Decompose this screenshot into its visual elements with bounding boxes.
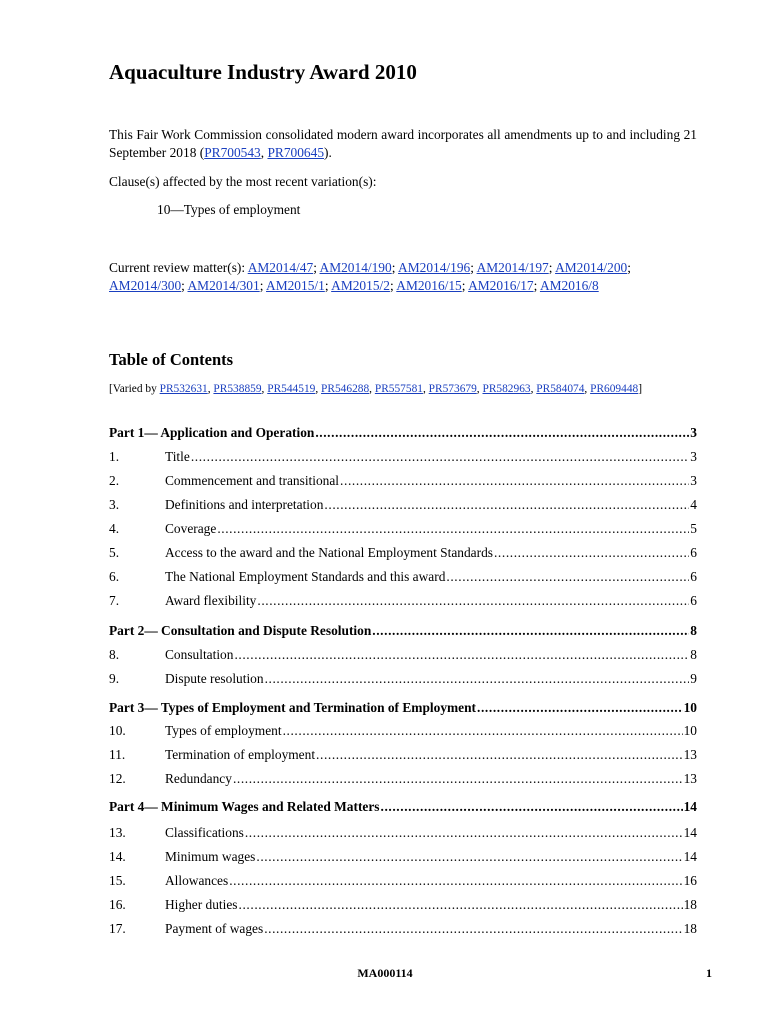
toc-dot-leader xyxy=(234,645,689,665)
toc-page-number: 14 xyxy=(683,849,697,864)
review-separator: ; xyxy=(461,278,469,293)
toc-page-number: 10 xyxy=(683,723,697,738)
varied-link-pr584074[interactable]: PR584074 xyxy=(536,383,585,395)
toc-clause-number: 4. xyxy=(109,521,120,536)
toc-clause-number: 9. xyxy=(109,671,120,686)
intro-text: This Fair Work Commission consolidated modern award incorporates all amendments up to and including 21 September 2018 ( xyxy=(109,127,697,160)
review-link-am2014-190[interactable]: AM2014/190 xyxy=(319,260,392,275)
toc-page-number: 3 xyxy=(690,473,697,488)
toc-entry-label: Minimum wages xyxy=(165,849,256,864)
toc-clause-number: 7. xyxy=(109,593,120,608)
toc-dot-leader xyxy=(340,471,689,491)
toc-dot-leader xyxy=(265,669,690,689)
review-link-am2014-196[interactable]: AM2014/196 xyxy=(398,260,471,275)
toc-page-number: 13 xyxy=(683,747,697,762)
toc-entry-label: Access to the award and the National Employment Standards xyxy=(165,545,493,560)
varied-prefix: [Varied by xyxy=(109,383,160,395)
toc-clause-number: 2. xyxy=(109,473,120,488)
toc-clause-number: 17. xyxy=(109,921,126,936)
toc-page-number: 3 xyxy=(690,425,697,440)
footer-page-number: 1 xyxy=(706,966,712,980)
toc-clause-number: 12. xyxy=(109,771,126,786)
toc-entry-label: Coverage xyxy=(165,521,217,536)
toc-dot-leader xyxy=(324,495,689,515)
toc-dot-leader xyxy=(233,769,683,789)
toc-clause-entry[interactable] xyxy=(109,495,697,515)
toc-entry-label: Part 2— Consultation and Dispute Resolution xyxy=(109,623,372,638)
toc-page-number: 8 xyxy=(690,647,697,662)
toc-dot-leader xyxy=(191,447,689,467)
toc-clause-entry[interactable] xyxy=(109,895,697,915)
toc-entry-label: Higher duties xyxy=(165,897,238,912)
toc-entry-label: Allowances xyxy=(165,873,229,888)
toc-clause-entry[interactable] xyxy=(109,745,697,765)
toc-clause-entry[interactable] xyxy=(109,543,697,563)
toc-clause-number: 16. xyxy=(109,897,126,912)
toc-page-number: 14 xyxy=(683,799,697,814)
toc-entry-label: Payment of wages xyxy=(165,921,264,936)
toc-part-entry[interactable] xyxy=(109,423,697,443)
footer-award-code: MA000114 xyxy=(357,966,413,980)
intro-paragraph xyxy=(109,126,697,162)
review-label: Current review matter(s): xyxy=(109,260,248,275)
varied-separator: , xyxy=(207,383,214,395)
toc-dot-leader xyxy=(381,797,683,817)
toc-clause-number: 8. xyxy=(109,647,120,662)
intro-separator: , xyxy=(260,145,268,160)
toc-dot-leader xyxy=(239,895,683,915)
link-pr700645[interactable]: PR700645 xyxy=(267,145,325,160)
varied-link-pr532631[interactable]: PR532631 xyxy=(159,383,208,395)
review-link-am2015-2[interactable]: AM2015/2 xyxy=(331,278,390,293)
toc-page-number: 18 xyxy=(683,897,697,912)
toc-clause-number: 5. xyxy=(109,545,120,560)
toc-clause-entry[interactable] xyxy=(109,847,697,867)
review-separator: ; xyxy=(259,278,267,293)
toc-page-number: 13 xyxy=(683,771,697,786)
toc-entry-label: Redundancy xyxy=(165,771,232,786)
varied-separator: , xyxy=(422,383,429,395)
clauses-affected-label: Clause(s) affected by the most recent variation(s): xyxy=(109,174,377,189)
toc-entry-label: Consultation xyxy=(165,647,234,662)
review-link-am2016-15[interactable]: AM2016/15 xyxy=(396,278,462,293)
link-pr700543[interactable]: PR700543 xyxy=(204,145,261,160)
toc-page-number: 6 xyxy=(690,593,697,608)
review-separator: ; xyxy=(181,278,188,293)
toc-page-number: 4 xyxy=(690,497,697,512)
varied-link-pr544519[interactable]: PR544519 xyxy=(267,383,316,395)
varied-separator: , xyxy=(530,383,537,395)
review-separator: ; xyxy=(548,260,556,275)
toc-dot-leader xyxy=(256,847,682,867)
toc-clause-entry[interactable] xyxy=(109,591,697,611)
toc-dot-leader xyxy=(264,919,682,939)
review-separator: ; xyxy=(627,260,631,275)
toc-dot-leader xyxy=(372,621,689,641)
toc-dot-leader xyxy=(477,698,683,718)
toc-entry-label: Classifications xyxy=(165,825,244,840)
varied-link-pr546288[interactable]: PR546288 xyxy=(321,383,370,395)
toc-clause-number: 1. xyxy=(109,449,120,464)
review-separator: ; xyxy=(389,278,397,293)
toc-clause-entry[interactable] xyxy=(109,471,697,491)
toc-clause-number: 14. xyxy=(109,849,126,864)
review-link-am2014-47[interactable]: AM2014/47 xyxy=(247,260,314,275)
toc-clause-number: 11. xyxy=(109,747,126,762)
toc-clause-entry[interactable] xyxy=(109,919,697,939)
toc-entry-label: Part 1— Application and Operation xyxy=(109,425,315,440)
toc-entry-label: Types of employment xyxy=(165,723,282,738)
toc-clause-number: 15. xyxy=(109,873,126,888)
varied-links xyxy=(160,383,639,395)
toc-entry-label: Award flexibility xyxy=(165,593,257,608)
toc-entry-label: Commencement and transitional xyxy=(165,473,340,488)
review-separator: ; xyxy=(324,278,332,293)
varied-separator: , xyxy=(315,383,322,395)
varied-separator: , xyxy=(584,383,591,395)
toc-dot-leader xyxy=(217,519,689,539)
toc-entry-label: Termination of employment xyxy=(165,747,316,762)
toc-clause-entry[interactable] xyxy=(109,871,697,891)
toc-entry-label: Title xyxy=(165,449,190,464)
toc-page-number: 14 xyxy=(683,825,697,840)
toc-page-number: 3 xyxy=(690,449,697,464)
toc-clause-entry[interactable] xyxy=(109,447,697,467)
toc-page-number: 9 xyxy=(690,671,697,686)
review-link-am2014-197[interactable]: AM2014/197 xyxy=(476,260,549,275)
toc-clause-entry[interactable] xyxy=(109,567,697,587)
toc-clause-number: 3. xyxy=(109,497,120,512)
review-matters xyxy=(109,259,697,295)
toc-dot-leader xyxy=(316,745,683,765)
varied-suffix: ] xyxy=(638,383,643,395)
clause-item: 10—Types of employment xyxy=(157,202,301,217)
review-link-am2015-1[interactable]: AM2015/1 xyxy=(266,278,325,293)
toc-part-entry[interactable] xyxy=(109,698,697,718)
toc-page-number: 8 xyxy=(690,623,697,638)
toc-dot-leader xyxy=(229,871,682,891)
toc-clause-entry[interactable] xyxy=(109,721,697,741)
review-link-am2016-17[interactable]: AM2016/17 xyxy=(468,278,534,293)
review-separator: ; xyxy=(391,260,399,275)
varied-separator: , xyxy=(369,383,375,395)
toc-dot-leader xyxy=(257,591,689,611)
review-link-am2016-8[interactable]: AM2016/8 xyxy=(539,278,599,293)
varied-separator: , xyxy=(261,383,268,395)
toc-dot-leader xyxy=(446,567,689,587)
toc-dot-leader xyxy=(283,721,683,741)
review-separator: ; xyxy=(313,260,320,275)
toc-clause-entry[interactable] xyxy=(109,823,697,843)
toc-clause-number: 13. xyxy=(109,825,126,840)
toc-clause-entry[interactable] xyxy=(109,669,697,689)
toc-page-number: 6 xyxy=(690,569,697,584)
varied-link-pr538859[interactable]: PR538859 xyxy=(213,383,262,395)
toc-clause-entry[interactable] xyxy=(109,769,697,789)
document-title: Aquaculture Industry Award 2010 xyxy=(109,60,417,84)
toc-entry-label: Definitions and interpretation xyxy=(165,497,324,512)
review-link-am2014-200[interactable]: AM2014/200 xyxy=(555,260,628,275)
toc-entry-label: Part 3— Types of Employment and Termination of Employment xyxy=(109,700,477,715)
toc-entry-label: Dispute resolution xyxy=(165,671,264,686)
toc-page-number: 18 xyxy=(683,921,697,936)
varied-link-pr609448[interactable]: PR609448 xyxy=(590,383,639,395)
toc-clause-entry[interactable] xyxy=(109,519,697,539)
toc-dot-leader xyxy=(245,823,683,843)
review-separator: ; xyxy=(470,260,477,275)
varied-link-pr582963[interactable]: PR582963 xyxy=(482,383,531,395)
toc-clause-number: 6. xyxy=(109,569,120,584)
toc-clause-number: 10. xyxy=(109,723,126,738)
review-link-am2014-300[interactable]: AM2014/300 xyxy=(109,278,182,293)
toc-dot-leader xyxy=(315,423,689,443)
toc-part-entry[interactable] xyxy=(109,797,697,817)
toc-part-entry[interactable] xyxy=(109,621,697,641)
varied-by xyxy=(109,381,697,397)
review-link-am2014-301[interactable]: AM2014/301 xyxy=(187,278,260,293)
toc-entry-label: Part 4— Minimum Wages and Related Matters xyxy=(109,799,380,814)
intro-closing: ). xyxy=(324,145,332,160)
toc-page-number: 10 xyxy=(683,700,697,715)
varied-link-pr573679[interactable]: PR573679 xyxy=(428,383,477,395)
toc-dot-leader xyxy=(494,543,689,563)
toc-page-number: 16 xyxy=(683,873,697,888)
varied-separator: , xyxy=(476,383,483,395)
review-separator: ; xyxy=(533,278,540,293)
toc-page-number: 5 xyxy=(690,521,697,536)
toc-page-number: 6 xyxy=(690,545,697,560)
toc-heading: Table of Contents xyxy=(109,350,234,369)
toc-entry-label: The National Employment Standards and this award xyxy=(165,569,446,584)
varied-link-pr557581[interactable]: PR557581 xyxy=(374,383,423,395)
toc-clause-entry[interactable] xyxy=(109,645,697,665)
